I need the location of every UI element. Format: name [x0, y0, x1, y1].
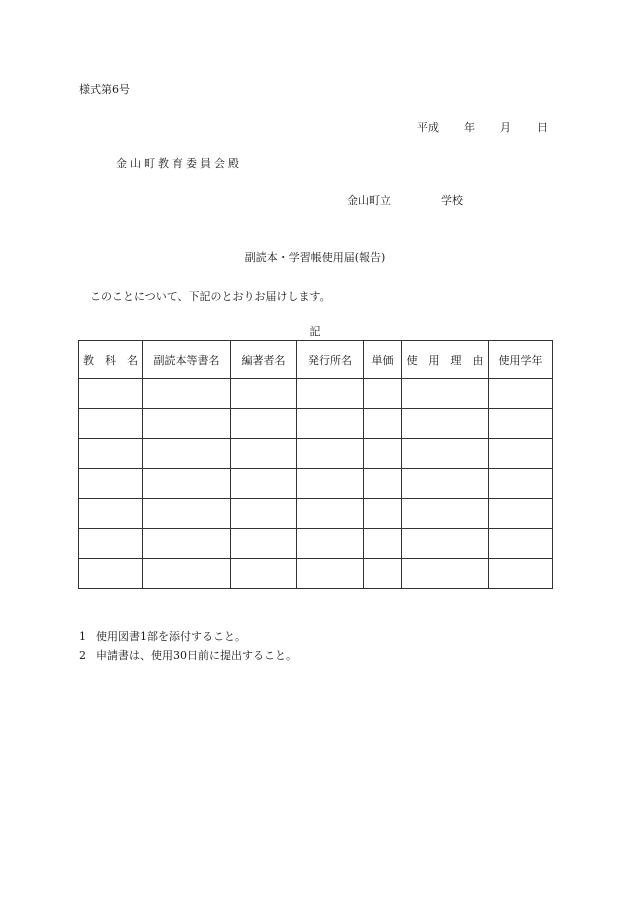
header-book-title: 副読本等書名 — [143, 341, 231, 379]
table-cell[interactable] — [489, 499, 553, 529]
table-cell[interactable] — [231, 469, 297, 499]
table-cell[interactable] — [231, 409, 297, 439]
form-number: 様式第6号 — [79, 83, 130, 96]
table-cell[interactable] — [79, 559, 143, 589]
note-item — [79, 646, 297, 665]
note-text: 使用図書1部を添付すること。 — [96, 630, 246, 643]
table-cell[interactable] — [364, 409, 402, 439]
table-cell[interactable] — [297, 409, 364, 439]
document-title: 副読本・学習帳使用届(報告) — [244, 251, 386, 264]
table-cell[interactable] — [402, 379, 489, 409]
table-cell[interactable] — [297, 559, 364, 589]
table-cell[interactable] — [402, 559, 489, 589]
note-text: 申請書は、使用30日前に提出すること。 — [96, 649, 297, 662]
table-cell[interactable] — [143, 409, 231, 439]
table-cell[interactable] — [489, 379, 553, 409]
date-day: 日 — [537, 121, 548, 134]
school-line — [347, 192, 463, 208]
header-publisher: 発行所名 — [297, 341, 364, 379]
notes — [79, 627, 297, 665]
table-row — [79, 439, 553, 469]
school-suffix: 学校 — [441, 194, 463, 207]
table-cell[interactable] — [79, 439, 143, 469]
table-cell[interactable] — [489, 469, 553, 499]
note-number: 1 — [79, 630, 86, 643]
table-row — [79, 559, 553, 589]
table-cell[interactable] — [231, 529, 297, 559]
table-cell[interactable] — [79, 379, 143, 409]
header-reason: 使 用 理 由 — [402, 341, 489, 379]
table-cell[interactable] — [489, 439, 553, 469]
table-cell[interactable] — [364, 439, 402, 469]
note-item — [79, 627, 297, 646]
table-cell[interactable] — [364, 379, 402, 409]
table-cell[interactable] — [297, 439, 364, 469]
table-cell[interactable] — [143, 499, 231, 529]
table-cell[interactable] — [79, 409, 143, 439]
ki-heading: 記 — [309, 325, 321, 338]
table-cell[interactable] — [79, 469, 143, 499]
table-row — [79, 469, 553, 499]
table-cell[interactable] — [297, 499, 364, 529]
intro-text: このことについて、下記のとおりお届けします。 — [90, 290, 331, 303]
table-cell[interactable] — [402, 469, 489, 499]
table-row — [79, 529, 553, 559]
table-cell[interactable] — [143, 379, 231, 409]
table-cell[interactable] — [402, 439, 489, 469]
table-cell[interactable] — [143, 469, 231, 499]
header-grade: 使用学年 — [489, 341, 553, 379]
table-row — [79, 409, 553, 439]
table-cell[interactable] — [231, 439, 297, 469]
table-cell[interactable] — [297, 529, 364, 559]
table-body — [79, 379, 553, 589]
records-table — [78, 340, 553, 589]
table-cell[interactable] — [297, 469, 364, 499]
table-cell[interactable] — [79, 529, 143, 559]
note-number: 2 — [79, 649, 86, 662]
header-author: 編著者名 — [231, 341, 297, 379]
table-cell[interactable] — [143, 559, 231, 589]
table-cell[interactable] — [231, 499, 297, 529]
table-row — [79, 499, 553, 529]
table-cell[interactable] — [143, 529, 231, 559]
table-cell[interactable] — [231, 379, 297, 409]
school-prefix: 金山町立 — [347, 194, 391, 207]
date-month: 月 — [500, 121, 511, 134]
table-header-row — [79, 341, 553, 379]
table-cell[interactable] — [364, 529, 402, 559]
date-year: 年 — [464, 121, 475, 134]
table-cell[interactable] — [143, 439, 231, 469]
table-cell[interactable] — [364, 499, 402, 529]
table-cell[interactable] — [79, 499, 143, 529]
table-row — [79, 379, 553, 409]
table-cell[interactable] — [297, 379, 364, 409]
table-cell[interactable] — [231, 559, 297, 589]
table-cell[interactable] — [364, 559, 402, 589]
table-cell[interactable] — [489, 529, 553, 559]
header-subject: 教 科 名 — [79, 341, 143, 379]
header-unit-price: 単価 — [364, 341, 402, 379]
table-cell[interactable] — [489, 559, 553, 589]
table-cell[interactable] — [402, 529, 489, 559]
addressee: 金山町教育委員会殿 — [116, 157, 242, 170]
date-era: 平成 — [417, 121, 439, 134]
table-cell[interactable] — [489, 409, 553, 439]
table-cell[interactable] — [364, 469, 402, 499]
table-cell[interactable] — [402, 409, 489, 439]
table-cell[interactable] — [402, 499, 489, 529]
date-line — [417, 119, 548, 135]
